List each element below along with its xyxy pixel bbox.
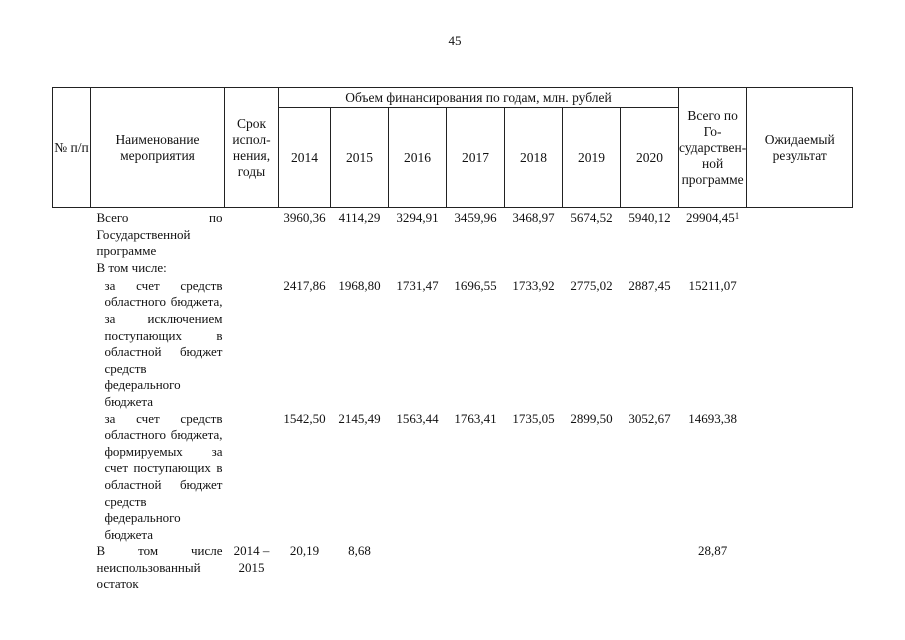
- row-value: 1731,47: [396, 277, 439, 293]
- row-value: [563, 543, 621, 599]
- row-period: [225, 260, 279, 278]
- row-period: [225, 208, 279, 260]
- row-value: 2899,50: [570, 410, 613, 426]
- row-value: [279, 260, 331, 278]
- col-header-year: 2015: [331, 108, 389, 208]
- row-value: [447, 260, 505, 278]
- row-number: [53, 278, 91, 411]
- table-row: [53, 278, 853, 411]
- row-result: [747, 260, 853, 278]
- row-name: В том числе неиспользованный остаток: [96, 543, 223, 592]
- row-value: 1542,50: [283, 410, 326, 426]
- row-value: [621, 260, 679, 278]
- table-row: [53, 260, 853, 278]
- col-header-result: Ожидаемый результат: [747, 88, 853, 208]
- row-value: 3459,96: [454, 210, 497, 225]
- row-value: 1968,80: [338, 277, 381, 293]
- table-row: [53, 411, 853, 544]
- row-total: 28,87: [697, 543, 728, 559]
- col-header-period: Срок испол-нения, годы: [225, 88, 279, 208]
- table-row: [53, 208, 853, 260]
- row-value: 1735,05: [512, 410, 555, 426]
- row-value: 1733,92: [512, 277, 555, 293]
- financing-table: [52, 87, 853, 599]
- page-number: 45: [448, 33, 462, 48]
- row-result: [747, 411, 853, 544]
- row-value: 1563,44: [396, 410, 439, 426]
- row-name: В том числе:: [96, 259, 167, 275]
- row-value: 8,68: [348, 543, 371, 559]
- col-header-total: Всего по Го-сударствен-ной программе: [679, 88, 747, 208]
- row-period: [225, 411, 279, 544]
- row-number: [53, 260, 91, 278]
- row-name: за счет средств областного бюджета, формируемых за счет поступающих в областной бюджет средств федерального бюджета: [104, 410, 223, 542]
- row-value: 3052,67: [628, 410, 671, 426]
- row-name: за счет средств областного бюджета, за исключением поступающих в областной бюджет средств федерального бюджета: [104, 277, 223, 409]
- row-period: [225, 278, 279, 411]
- row-value: 2145,49: [338, 410, 381, 426]
- row-value: [389, 543, 447, 599]
- row-value: [621, 543, 679, 599]
- col-header-year: 2014: [279, 108, 331, 208]
- row-total: 14693,38: [688, 410, 737, 426]
- row-value: [389, 260, 447, 278]
- row-value: 4114,29: [338, 210, 381, 225]
- row-value: 5940,12: [628, 210, 671, 225]
- row-value: [563, 260, 621, 278]
- row-value: [505, 543, 563, 599]
- row-value: [505, 260, 563, 278]
- footnote-mark: 1: [734, 211, 740, 221]
- row-value: 3960,36: [283, 210, 326, 225]
- row-total-value: 29904,45: [685, 210, 735, 225]
- row-name: Всего по Государственной программе: [96, 210, 223, 259]
- row-value: 5674,52: [570, 210, 613, 225]
- col-header-number: № п/п: [53, 88, 91, 208]
- row-value: 1763,41: [454, 410, 497, 426]
- row-result: [747, 278, 853, 411]
- row-value: 2775,02: [570, 277, 613, 293]
- row-value: [331, 260, 389, 278]
- row-value: 3468,97: [512, 210, 555, 225]
- row-value: 2417,86: [283, 277, 326, 293]
- row-total: [679, 208, 747, 260]
- row-number: [53, 208, 91, 260]
- row-period: 2014 – 2015: [233, 543, 270, 575]
- col-header-year: 2018: [505, 108, 563, 208]
- col-header-year: 2020: [621, 108, 679, 208]
- row-total: 15211,07: [688, 277, 737, 293]
- col-header-name: Наименование мероприятия: [91, 88, 225, 208]
- row-total: [679, 260, 747, 278]
- row-value: 20,19: [289, 543, 320, 559]
- row-result: [747, 543, 853, 599]
- table-row: [53, 543, 853, 599]
- col-header-year: 2016: [389, 108, 447, 208]
- row-value: 3294,91: [396, 210, 439, 225]
- col-header-funding: Объем финансирования по годам, млн. рублей: [279, 88, 679, 108]
- row-number: [53, 543, 91, 599]
- row-value: 1696,55: [454, 277, 497, 293]
- row-value: 2887,45: [628, 277, 671, 293]
- col-header-year: 2019: [563, 108, 621, 208]
- row-number: [53, 411, 91, 544]
- col-header-year: 2017: [447, 108, 505, 208]
- row-value: [447, 543, 505, 599]
- row-result: [747, 208, 853, 260]
